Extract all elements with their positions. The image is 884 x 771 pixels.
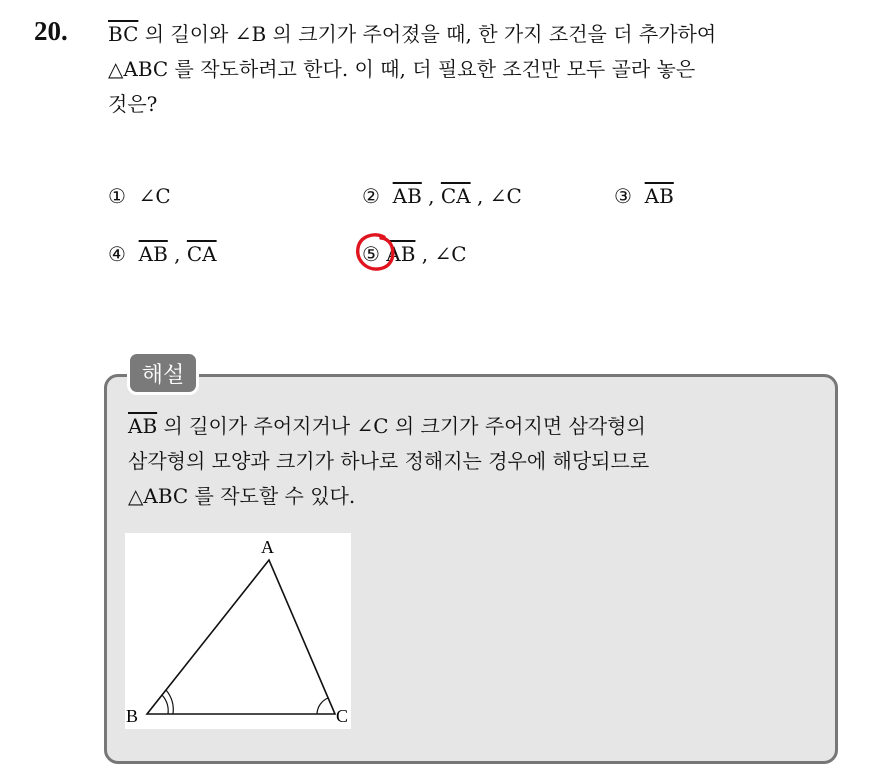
segment-bc: $\overline{BC}$ (108, 22, 139, 46)
option-1-text: ∠C (138, 184, 171, 208)
option-5-number: ⑤ (362, 242, 380, 266)
question-line-1-text: 의 길이와 ∠B 의 크기가 주어졌을 때, 한 가지 조건을 더 추가하여 (138, 22, 717, 46)
vertex-label-c: C (336, 706, 349, 726)
explanation-line-1 (128, 409, 828, 444)
explanation-text (128, 409, 828, 514)
explanation-line-1-text: 의 길이가 주어지거나 ∠C 의 크기가 주어지면 삼각형의 (157, 414, 646, 438)
option-4-seg-ab: $\overline{AB}$ (138, 242, 168, 266)
option-5-angle: , ∠C (415, 242, 467, 266)
explanation-badge: 해설 (127, 351, 199, 395)
option-2-angle: , ∠C (470, 184, 522, 208)
question-number: 20. (34, 16, 68, 46)
option-4[interactable] (108, 240, 217, 268)
option-2-number: ② (362, 184, 380, 208)
option-4-number: ④ (108, 242, 126, 266)
option-1[interactable] (108, 182, 171, 210)
question-text (108, 17, 868, 122)
angle-c-mark (317, 698, 328, 714)
vertex-label-a: A (261, 537, 274, 557)
angle-b-mark-inner (162, 695, 168, 714)
explanation-line-2: 삼각형의 모양과 크기가 하나로 정해지는 경우에 해당되므로 (128, 449, 650, 473)
option-2[interactable] (362, 182, 522, 210)
triangle-diagram (125, 533, 351, 729)
option-4-sep: , (167, 242, 187, 266)
question-line-1 (108, 17, 868, 52)
question-line-2: △ABC 를 작도하려고 한다. 이 때, 더 필요한 조건만 모두 골라 놓은 (108, 57, 696, 81)
option-5-seg-ab: $\overline{AB}$ (386, 242, 416, 266)
option-2-seg-ca: $\overline{CA}$ (440, 184, 471, 208)
vertex-label-b: B (126, 706, 139, 726)
option-2-seg-ab: $\overline{AB}$ (392, 184, 422, 208)
option-3[interactable] (614, 182, 674, 210)
explanation-seg-ab: $\overline{AB}$ (128, 414, 158, 438)
triangle-abc (147, 560, 335, 714)
question-line-3: 것은? (108, 92, 158, 116)
option-3-seg-ab: $\overline{AB}$ (644, 184, 674, 208)
option-1-number: ① (108, 184, 126, 208)
answer-circle-mark (354, 232, 398, 274)
explanation-line-3: △ABC 를 작도할 수 있다. (128, 484, 356, 508)
option-4-seg-ca: $\overline{CA}$ (186, 242, 217, 266)
option-2-sep: , (421, 184, 441, 208)
triangle-figure (125, 533, 351, 729)
option-3-number: ③ (614, 184, 632, 208)
